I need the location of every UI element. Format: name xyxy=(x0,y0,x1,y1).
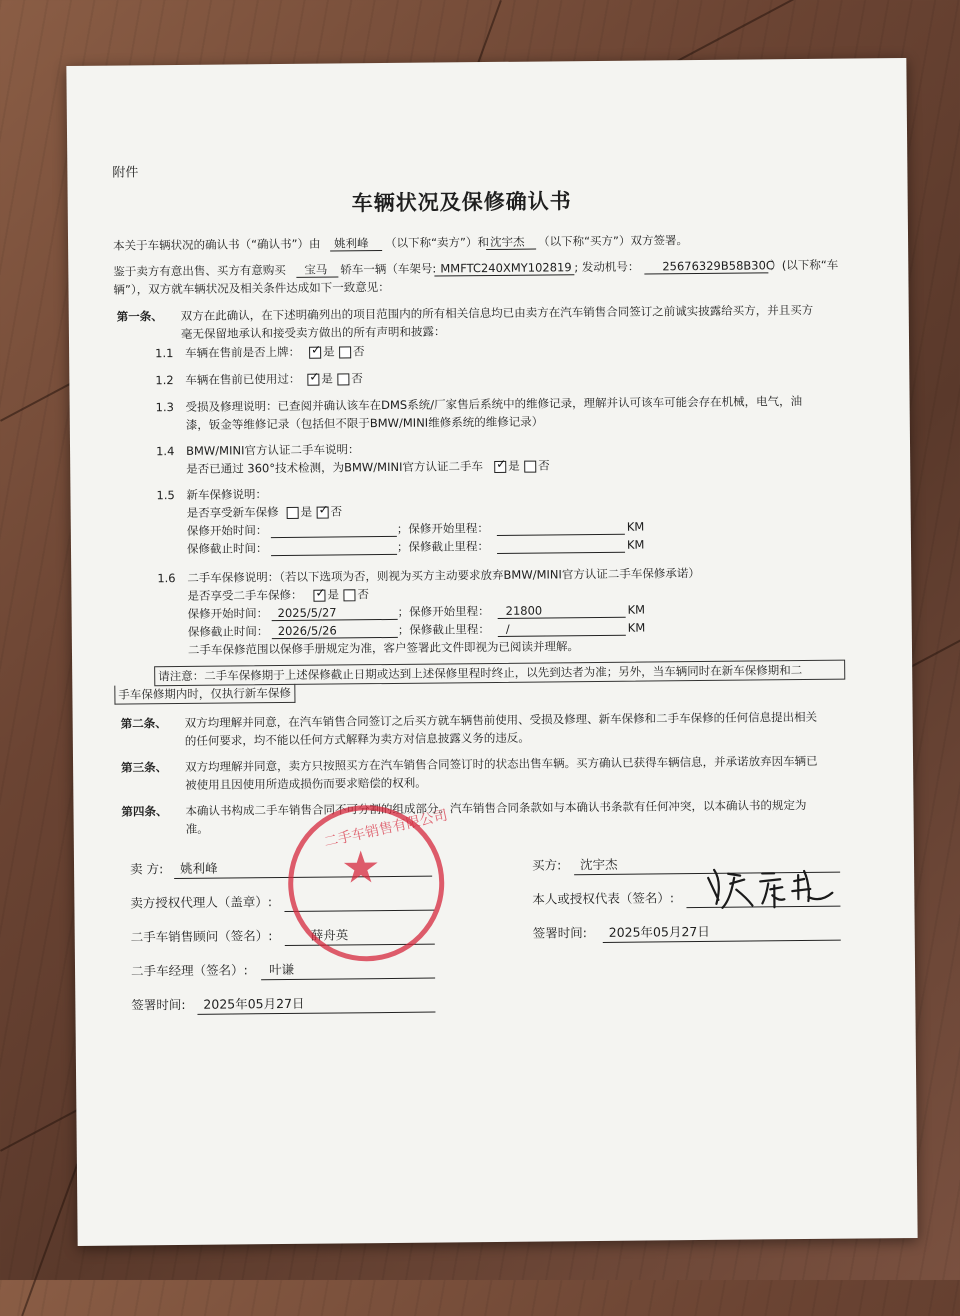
underline xyxy=(330,250,382,251)
manager-label: 二手车经理（签名）: xyxy=(130,962,248,979)
checkbox-yes-checked[interactable] xyxy=(309,342,322,359)
article-1-text: 双方在此确认，在下述明确列出的项目范围内的所有相关信息均已由卖方在汽车销售合同签订之前诚实披露给买方，并且买方 xyxy=(180,302,814,323)
km-unit: KM xyxy=(626,519,645,534)
item-1-6-title: 二手车保修说明：（若以下选项为否，则视为买方主动要求放弃BMW/MINI官方认证二手车保修承诺） xyxy=(187,566,700,585)
buyer-date: 2025年05月27日 xyxy=(608,923,710,940)
star-icon: ★ xyxy=(340,842,381,894)
intro-text: 本关于车辆状况的确认书（“确认书”）由 xyxy=(113,236,321,253)
intro-text: （以下称“卖方”）和 xyxy=(385,235,490,251)
warranty-end-km-label: ；保修截止里程： xyxy=(396,539,490,554)
item-number: 1.4 xyxy=(155,444,175,459)
item-number: 1.1 xyxy=(155,346,174,361)
km-unit: KM xyxy=(627,620,646,635)
blank-field[interactable] xyxy=(497,552,625,554)
check-mark-icon: ✓ xyxy=(315,585,326,600)
checkbox-no-checked[interactable] xyxy=(317,502,329,519)
item-1-4-text: 是否已通过 360°技术检测，为BMW/MINI官方认证二手车 xyxy=(186,459,484,476)
warranty-end-time-label: 保修截止时间： xyxy=(186,541,268,556)
article-4-text: 本确认书构成二手车销售合同不可分割的组成部分。汽车销售合同条款如与本确认书条款有任何冲突，以本确认书的规定为 xyxy=(185,797,807,818)
checkbox-yes[interactable] xyxy=(287,507,299,519)
checkbox-no[interactable] xyxy=(337,373,349,385)
buyer-handwritten-signature xyxy=(700,859,851,916)
underline xyxy=(486,249,536,250)
warranty-start-km-value: 21800 xyxy=(505,603,543,618)
intro-text: 鉴于卖方有意出售、买方有意购买 xyxy=(113,262,286,279)
check-mark-icon: ✓ xyxy=(318,502,329,517)
seller-agent-label: 卖方授权代理人（盖章）: xyxy=(130,894,273,911)
item-1-3-text: 受损及修理说明：已查阅并确认该车在DMS系统/厂家售后系统中的维修记录，理解并认可该车可能会存在机械，电气，油 xyxy=(185,394,803,414)
notice-box xyxy=(154,660,845,687)
buyer-name: 沈宇杰 xyxy=(579,856,618,873)
seller-date: 2025年05月27日 xyxy=(203,995,305,1012)
article-4-text: 准。 xyxy=(185,821,209,836)
new-car-warranty-question: 是否享受新车保修 xyxy=(186,505,279,520)
engine-no-inline: 25676329B58B30C xyxy=(662,258,774,274)
blank-field[interactable] xyxy=(497,534,625,536)
item-1-1-label: 车辆在售前是否上牌： xyxy=(185,344,301,360)
intro-text: 辆”），双方就车辆状况及相关条件达成如下一致意见： xyxy=(113,279,390,297)
km-unit: KM xyxy=(627,602,646,617)
advisor-label: 二手车销售顾问（签名）: xyxy=(130,928,273,945)
article-4-label: 第四条、 xyxy=(121,804,168,819)
item-1-3-text: 漆，钣金等维修记录（包括但不限于BMW/MINI维修系统的维修记录） xyxy=(185,414,544,432)
buyer-name-inline: 沈宇杰 xyxy=(489,234,525,249)
underline xyxy=(498,617,626,619)
article-2-text: 的任何要求，均不能以任何方式解释为卖方对信息披露义务的违反。 xyxy=(184,730,530,748)
buyer-date-label: 签署时间: xyxy=(532,925,587,941)
warranty-start-time-label: 保修开始时间： xyxy=(186,523,268,538)
item-1-4-title: BMW/MINI官方认证二手车说明： xyxy=(185,442,360,458)
no-label: 否 xyxy=(357,587,370,602)
yes-label: 是 xyxy=(508,458,520,473)
notice-text: 手车保修期内时，仅执行新车保修 xyxy=(118,685,291,702)
warranty-start-time-label: 保修开始时间： xyxy=(187,606,269,621)
article-2-text: 双方均理解并同意，在汽车销售合同签订之后买方就车辆售前使用、受损及修理、新车保修和二手车保修的任何信息提出相关 xyxy=(184,709,818,730)
no-label: 否 xyxy=(351,371,363,386)
yes-label: 是 xyxy=(321,371,333,386)
underline xyxy=(272,619,398,621)
warranty-start-km-label: ；保修开始里程： xyxy=(396,521,489,536)
article-3-text: 双方均理解并同意，卖方只按照买方在汽车销售合同签订时的状态出售车辆。买方确认已获得车辆信息，并承诺放弃因车辆已 xyxy=(185,753,818,774)
warranty-end-km-label: ；保修截止里程： xyxy=(397,622,490,637)
warranty-scope-text: 二手车保修范围以保修手册规定为准，客户签署此文件即视为已阅读并理解。 xyxy=(187,639,580,657)
seller-date-label: 签署时间: xyxy=(131,996,186,1013)
underline xyxy=(296,276,338,277)
article-1-text: 毫无保留地承认和接受卖方做出的所有声明和披露： xyxy=(180,324,446,341)
item-number: 1.6 xyxy=(157,571,176,586)
brand-inline: 宝马 xyxy=(304,262,328,277)
underline xyxy=(498,635,626,637)
km-unit: KM xyxy=(626,537,645,552)
advisor-name: 薛舟英 xyxy=(310,927,349,943)
warranty-start-km-label: ；保修开始里程： xyxy=(397,604,490,619)
underline xyxy=(434,274,574,276)
blank-field[interactable] xyxy=(271,536,397,538)
item-number: 1.5 xyxy=(156,488,175,503)
manager-name: 叶谦 xyxy=(268,961,295,978)
warranty-end-time-value: 2026/5/26 xyxy=(277,623,337,639)
notice-box-cont xyxy=(114,684,295,705)
company-seal-stamp xyxy=(287,804,450,961)
buyer-rep-label: 本人或授权代表（签名）: xyxy=(532,890,675,907)
yes-label: 是 xyxy=(327,587,340,602)
underline xyxy=(644,272,768,274)
blank-field[interactable] xyxy=(271,554,397,556)
document-title: 车辆状况及保修确认书 xyxy=(351,189,572,216)
check-mark-icon: ✓ xyxy=(311,342,322,357)
yes-label: 是 xyxy=(300,504,313,519)
item-number: 1.2 xyxy=(155,373,174,388)
warranty-start-time-value: 2025/5/27 xyxy=(277,605,337,621)
article-1-label: 第一条、 xyxy=(116,309,163,324)
seller-label: 卖 方: xyxy=(129,861,164,877)
seller-name: 姚利峰 xyxy=(179,860,218,877)
used-car-warranty-question: 是否享受二手车保修： xyxy=(187,587,303,603)
yes-label: 是 xyxy=(323,344,335,359)
buyer-label: 买方: xyxy=(531,857,562,873)
notice-text: 请注意：二手车保修期于上述保修截止日期或达到上述保修里程时终止，以先到达者为准；另外，当车辆同时在新车保修期和二 xyxy=(158,663,803,684)
underline xyxy=(272,637,398,639)
checkbox-yes-checked[interactable] xyxy=(307,369,320,386)
item-1-2-label: 车辆在售前已使用过： xyxy=(185,371,301,387)
article-3-text: 被使用且因使用所造成损伤而要求赔偿的权利。 xyxy=(185,775,427,792)
stamp-text: 二手车销售有限公司 xyxy=(322,807,450,851)
checkbox-no[interactable] xyxy=(343,589,355,601)
checkbox-no[interactable] xyxy=(339,346,351,358)
intro-text: 轿车一辆（车架号: xyxy=(340,261,437,277)
item-1-5-title: 新车保修说明： xyxy=(186,487,268,502)
warranty-end-km-value: / xyxy=(505,621,510,636)
article-2-label: 第二条、 xyxy=(120,716,167,731)
checkbox-no[interactable] xyxy=(524,461,536,473)
item-number: 1.3 xyxy=(155,400,174,415)
checkbox-yes-checked[interactable] xyxy=(313,585,326,602)
article-3-label: 第三条、 xyxy=(121,760,168,775)
check-mark-icon: ✓ xyxy=(309,369,320,384)
intro-text: ; 发动机号： xyxy=(574,259,640,275)
seller-name-inline: 姚利峰 xyxy=(334,236,369,251)
no-label: 否 xyxy=(538,458,550,473)
vin-inline: MMFTC240XMY102819 xyxy=(440,260,572,276)
no-label: 否 xyxy=(330,504,343,519)
attachment-label: 附件 xyxy=(112,165,139,181)
document-page xyxy=(66,58,917,1246)
warranty-end-time-label: 保修截止时间： xyxy=(187,624,269,639)
intro-text: ）(以下称“车 xyxy=(770,257,839,273)
no-label: 否 xyxy=(353,344,365,359)
checkbox-yes-checked[interactable] xyxy=(494,456,507,473)
check-mark-icon: ✓ xyxy=(496,456,507,471)
intro-text: （以下称“买方”）双方签署。 xyxy=(537,233,689,249)
